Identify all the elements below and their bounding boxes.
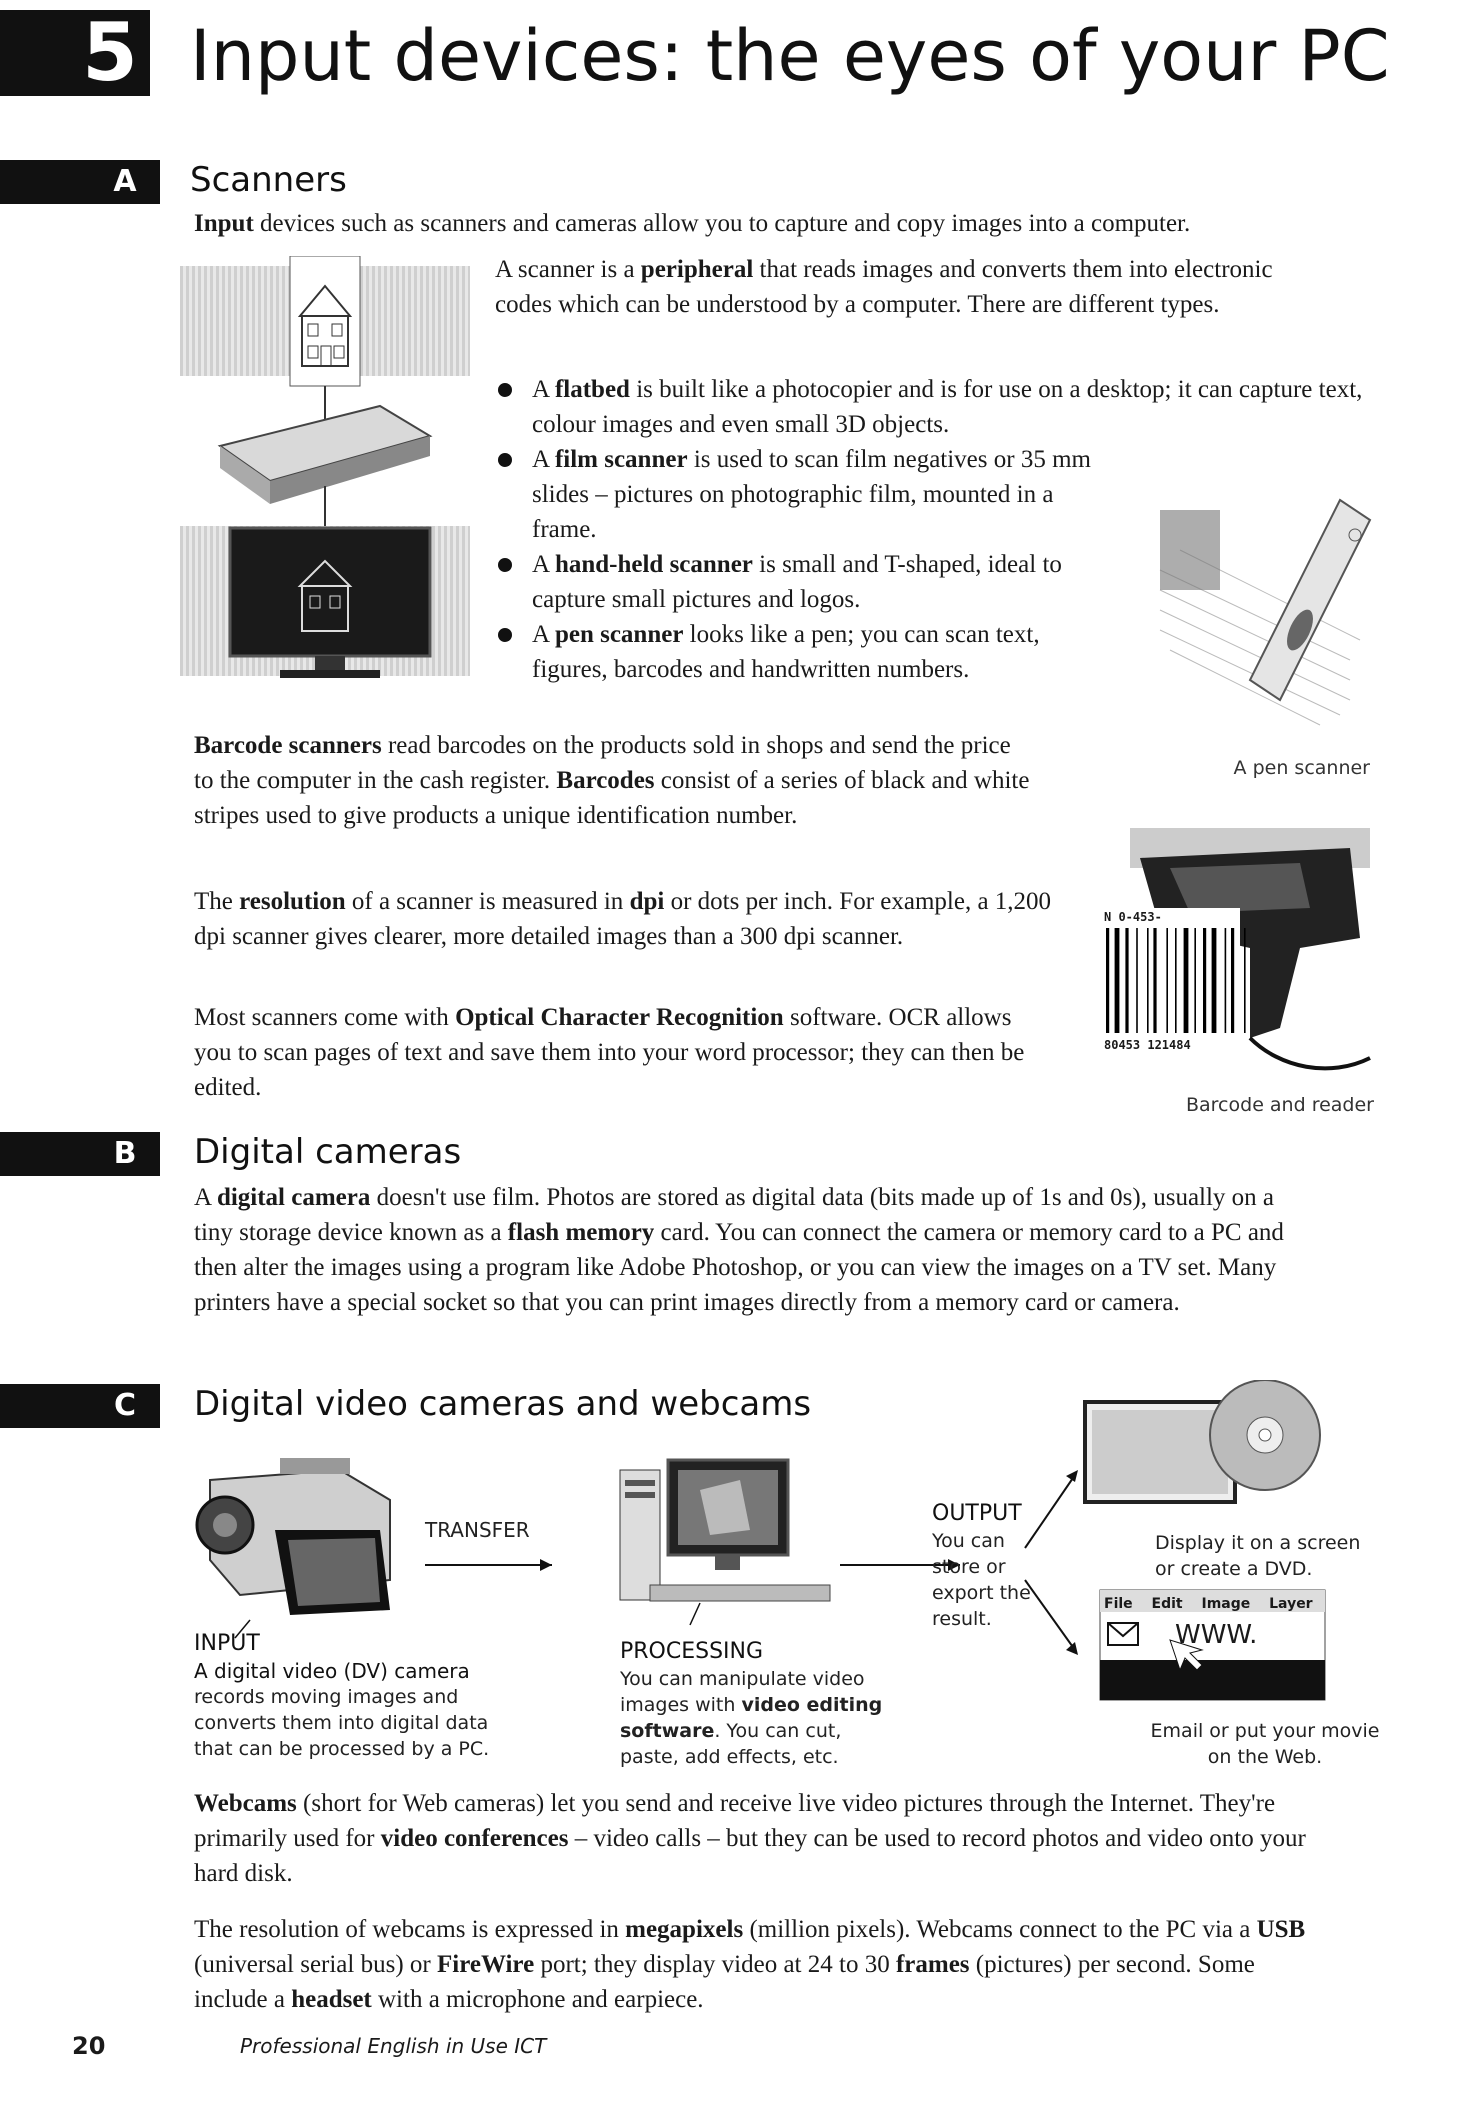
scanner-definition: A scanner is a peripheral that reads images and converts them into electronic codes which can be understood by a computer. There are different types. [495,256,1273,318]
www-label: WWW. [1175,1620,1258,1650]
menu-item-image: Image [1201,1596,1251,1612]
section-a-intro: Input devices such as scanners and cameras allow you to capture and copy images into a computer. [194,210,1191,237]
section-c-title: Digital video cameras and webcams [194,1384,812,1424]
video-camera-icon [197,1458,390,1615]
page-number: 20 [72,2032,106,2060]
resolution-paragraph: The resolution of a scanner is measured in dpi or dots per inch. For example, a 1,200 dpi scanner gives clearer, more detailed images than a 300 dpi scanner. [194,888,1052,950]
page-title: Input devices: the eyes of your PC [190,15,1390,97]
list-item: A hand-held scanner is small and T-shaped, ideal to capture small pictures and logos. [490,547,1092,617]
computer-icon [620,1460,830,1601]
barcode-bottom-number: 80453 121484 [1104,1038,1191,1052]
section-b-letter: B [113,1136,137,1171]
display-dvd-caption: Display it on a screen or create a DVD. [1155,1532,1361,1580]
barcode-paragraph: Barcode scanners read barcodes on the products sold in shops and send the price to the computer in the cash register. Barcodes consist of a series of black and white stripes used to give products a unique identification number. [194,732,1030,829]
menu-item-edit: Edit [1151,1596,1183,1612]
menu-item-file: File [1104,1596,1133,1612]
monitor-dvd-icon [1085,1380,1320,1502]
pen-scanner-caption: A pen scanner [1233,757,1370,779]
section-b-title: Digital cameras [194,1132,462,1172]
section-c-letter: C [113,1388,137,1423]
email-web-caption: Email or put your movie on the Web. [1150,1720,1380,1768]
barcode-caption: Barcode and reader [1185,1094,1374,1116]
webcam-paragraph: Webcams (short for Web cameras) let you send and receive live video pictures through the Internet. They're primarily used for video conferences – video calls – but they can be used to record photos and video onto your hard disk. [194,1790,1306,1887]
input-description: INPUT A digital video (DV) camera records moving images and converts them into digital data that can be processed by a PC. [194,1631,490,1760]
ocr-paragraph: Most scanners come with Optical Character Recognition software. OCR allows you to scan pages of text and save them into your word processor; they can then be edited. [194,1004,1025,1101]
list-item: A flatbed is built like a photocopier and is for use on a desktop; it can capture text, colour images and even small 3D objects. [490,372,1370,442]
book-title: Professional English in Use ICT [240,2034,547,2058]
output-description: OUTPUT You can store or export the result. [932,1501,1031,1630]
list-item: A pen scanner looks like a pen; you can scan text, figures, barcodes and handwritten numbers. [490,617,1092,687]
menu-item-layer: Layer [1269,1596,1313,1612]
unit-number: 5 [82,6,138,99]
processing-description: PROCESSING You can manipulate video images with video editing software. You can cut, paste, add effects, etc. [620,1639,883,1768]
browser-menu-bar [1104,1593,1324,1615]
flatbed-scanner-illustration [180,256,470,696]
transfer-label: TRANSFER [425,1518,530,1542]
section-a-title: Scanners [190,160,347,200]
list-item: A film scanner is used to scan film negatives or 35 mm slides – pictures on photographic film, mounted in a frame. [490,442,1092,547]
section-a-letter: A [113,164,137,199]
barcode-top-number: N 0-453- [1104,910,1162,924]
pen-scanner-image [1150,480,1380,750]
digital-camera-paragraph: A digital camera doesn't use film. Photos are stored as digital data (bits made up of 1s and 0s), usually on a tiny storage device known as a flash memory card. You can connect the camera or memory card to a PC and then alter the images using a program like Adobe Photoshop, or you can view the images on a TV set. Many printers have a special socket so that you can print images directly from a memory card or camera. [194,1184,1284,1316]
webcam-resolution-paragraph: The resolution of webcams is expressed in megapixels (million pixels). Webcams connect to the PC via a USB (universal serial bus) or FireWire port; they display video at 24 to 30 frames (pictures) per second. Some include a headset with a microphone and earpiece. [194,1916,1306,2013]
